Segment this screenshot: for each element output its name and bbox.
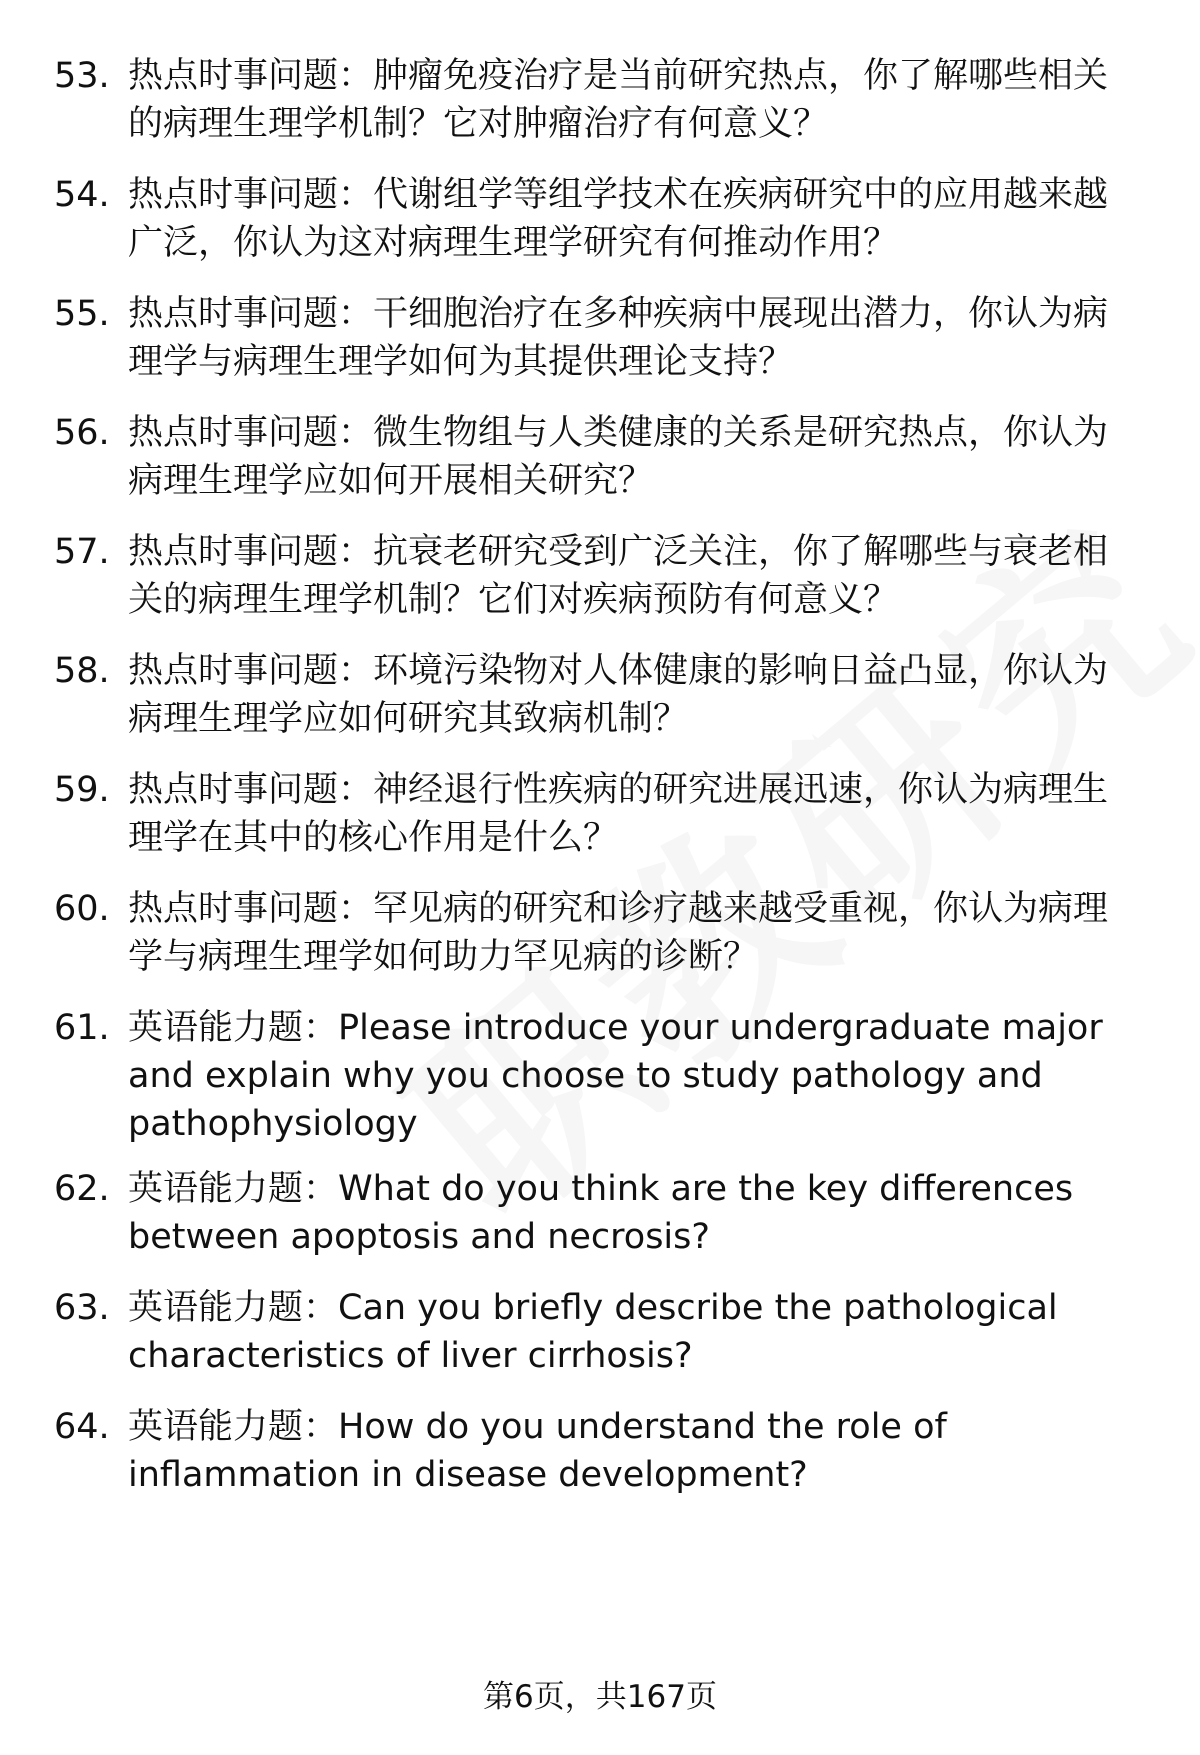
question-text: 英语能力题：Can you briefly describe the pathological characteristics of liver cirrhosis? [128, 1288, 1058, 1376]
question-number: 53. [54, 56, 110, 96]
question-number: 64. [54, 1407, 110, 1447]
question-text: 热点时事问题：干细胞治疗在多种疾病中展现出潜力，你认为病理学与病理生理学如何为其提供理论支持？ [128, 294, 1109, 382]
question-text: 热点时事问题：神经退行性疾病的研究进展迅速，你认为病理生理学在其中的核心作用是什么？ [128, 770, 1109, 858]
question-number: 60. [54, 889, 110, 929]
question-text: 英语能力题：Please introduce your undergraduate major and explain why you choose to study pathology and pathophysiology [128, 1008, 1103, 1144]
question-number: 56. [54, 413, 110, 453]
question-number: 62. [54, 1169, 110, 1209]
question-number: 58. [54, 651, 110, 691]
question-text: 热点时事问题：微生物组与人类健康的关系是研究热点，你认为病理生理学应如何开展相关研究？ [128, 413, 1109, 501]
question-number: 54. [54, 175, 110, 215]
question-number: 61. [54, 1008, 110, 1048]
page-footer: 第6页，共167页 [483, 1679, 717, 1715]
question-number: 63. [54, 1288, 110, 1328]
question-number: 59. [54, 770, 110, 810]
question-number: 57. [54, 532, 110, 572]
question-text: 热点时事问题：肿瘤免疫治疗是当前研究热点，你了解哪些相关的病理生理学机制？它对肿瘤治疗有何意义？ [128, 56, 1109, 144]
question-number: 55. [54, 294, 110, 334]
question-text: 热点时事问题：抗衰老研究受到广泛关注，你了解哪些与衰老相关的病理生理学机制？它们对疾病预防有何意义？ [128, 532, 1109, 620]
question-text: 热点时事问题：代谢组学等组学技术在疾病研究中的应用越来越广泛，你认为这对病理生理学研究有何推动作用？ [128, 175, 1109, 263]
question-text: 热点时事问题：罕见病的研究和诊疗越来越受重视，你认为病理学与病理生理学如何助力罕见病的诊断？ [128, 889, 1109, 977]
question-text: 热点时事问题：环境污染物对人体健康的影响日益凸显，你认为病理生理学应如何研究其致病机制？ [128, 651, 1109, 739]
question-text: 英语能力题：What do you think are the key differences between apoptosis and necrosis? [128, 1169, 1074, 1257]
question-text: 英语能力题：How do you understand the role of inflammation in disease development? [128, 1407, 947, 1495]
